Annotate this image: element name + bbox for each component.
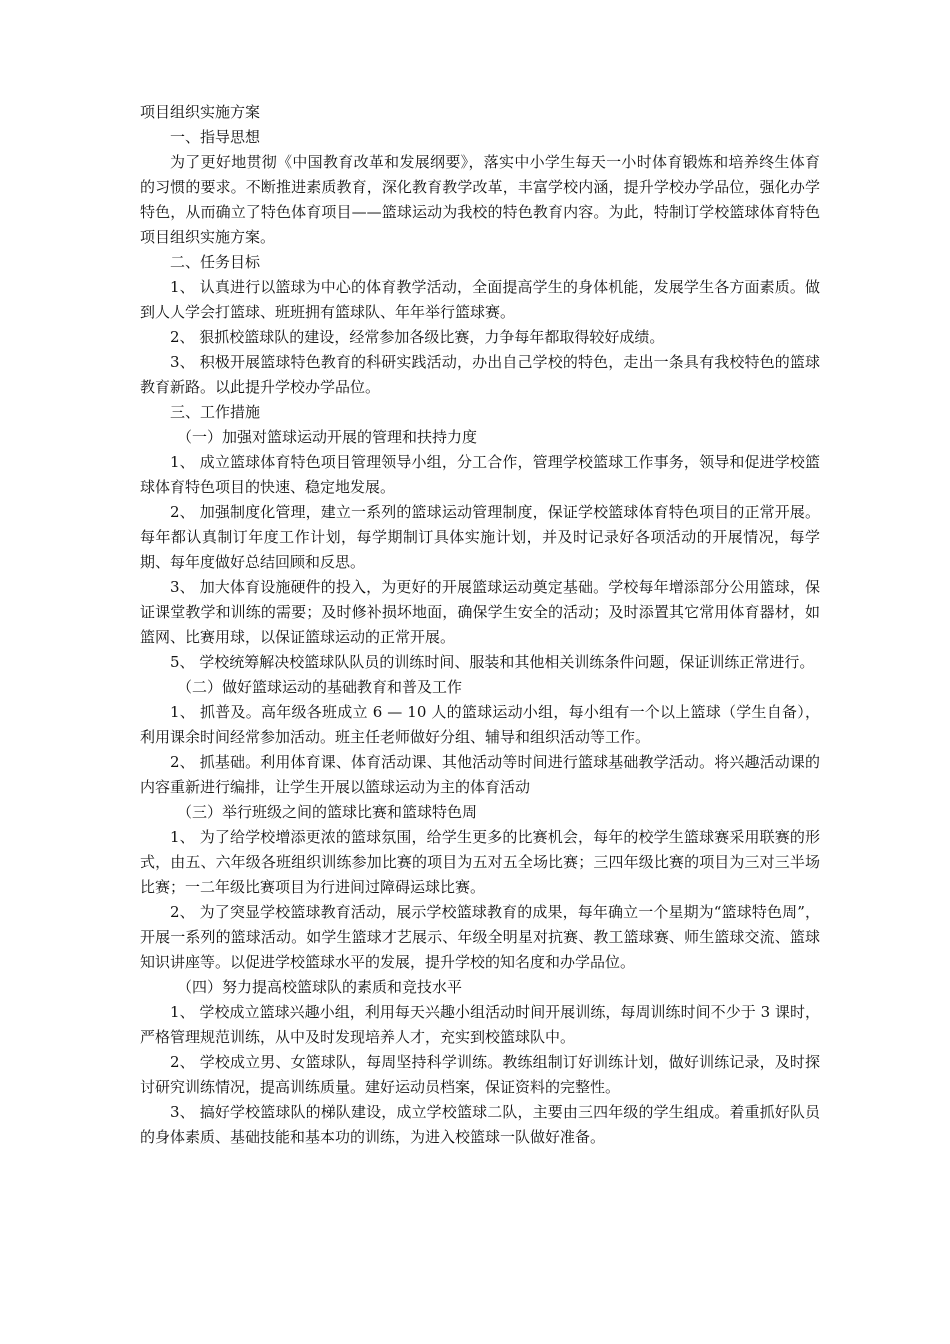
subsection-heading: （三）举行班级之间的篮球比赛和篮球特色周 [177,803,478,821]
subsection-heading: （二）做好篮球运动的基础教育和普及工作 [177,678,463,696]
paragraph: 1、 抓普及。高年级各班成立 6 — 10 人的篮球运动小组，每小组有一个以上篮球（学生自备），利用课余时间经常参加活动。班主任老师做好分组、辅导和组织活动等工作。 [140,703,820,746]
paragraph: 3、 搞好学校篮球队的梯队建设，成立学校篮球二队，主要由三四年级的学生组成。着重抓好队员的身体素质、基础技能和基本功的训练，为进入校篮球一队做好准备。 [140,1103,820,1146]
document-body [140,100,820,1150]
paragraph: 2、 学校成立男、女篮球队，每周坚持科学训练。教练组制订好训练计划，做好训练记录，及时探讨研究训练情况，提高训练质量。建好运动员档案，保证资料的完整性。 [140,1053,820,1096]
section-heading: 二、任务目标 [170,253,261,271]
paragraph: 2、 抓基础。利用体育课、体育活动课、其他活动等时间进行篮球基础教学活动。将兴趣活动课的内容重新进行编排，让学生开展以篮球运动为主的体育活动 [140,753,820,796]
paragraph: 为了更好地贯彻《中国教育改革和发展纲要》，落实中小学生每天一小时体育锻炼和培养终生体育的习惯的要求。不断推进素质教育，深化教育教学改革，丰富学校内涵，提升学校办学品位，强化办学特色，从而确立了特色体育项目——篮球运动为我校的特色教育内容。为此，特制订学校篮球体育特色项目组织实施方案。 [140,153,820,246]
section-heading: 三、工作措施 [170,403,261,421]
paragraph: 1、 学校成立篮球兴趣小组，利用每天兴趣小组活动时间开展训练，每周训练时间不少于 3 课时，严格管理规范训练，从中及时发现培养人才，充实到校篮球队中。 [140,1003,820,1046]
paragraph: 1、 为了给学校增添更浓的篮球氛围，给学生更多的比赛机会，每年的校学生篮球赛采用联赛的形式，由五、六年级各班组织训练参加比赛的项目为五对五全场比赛；三四年级比赛的项目为三对三半场比赛；一二年级比赛项目为行进间过障碍运球比赛。 [140,828,820,896]
subsection-heading: （一）加强对篮球运动开展的管理和扶持力度 [177,428,478,446]
paragraph: 1、 成立篮球体育特色项目管理领导小组，分工合作，管理学校篮球工作事务，领导和促进学校篮球体育特色项目的快速、稳定地发展。 [140,453,820,496]
paragraph: 3、 加大体育设施硬件的投入，为更好的开展篮球运动奠定基础。学校每年增添部分公用篮球，保证课堂教学和训练的需要；及时修补损坏地面，确保学生安全的活动；及时添置其它常用体育器材，如篮网、比赛用球，以保证篮球运动的正常开展。 [140,578,820,646]
paragraph: 3、 积极开展篮球特色教育的科研实践活动，办出自己学校的特色，走出一条具有我校特色的篮球教育新路。以此提升学校办学品位。 [140,353,820,396]
paragraph: 5、 学校统筹解决校篮球队队员的训练时间、服装和其他相关训练条件问题，保证训练正常进行。 [170,653,815,671]
document-title: 项目组织实施方案 [140,103,261,121]
subsection-heading: （四）努力提高校篮球队的素质和竞技水平 [177,978,463,996]
paragraph: 2、 狠抓校篮球队的建设，经常参加各级比赛，力争每年都取得较好成绩。 [170,328,665,346]
paragraph: 2、 加强制度化管理，建立一系列的篮球运动管理制度，保证学校篮球体育特色项目的正常开展。每年都认真制订年度工作计划，每学期制订具体实施计划，并及时记录好各项活动的开展情况，每学期、每年度做好总结回顾和反思。 [140,503,820,571]
paragraph: 2、 为了突显学校篮球教育活动，展示学校篮球教育的成果，每年确立一个星期为“篮球特色周”，开展一系列的篮球活动。如学生篮球才艺展示、年级全明星对抗赛、教工篮球赛、师生篮球交流、篮球知识讲座等。以促进学校篮球水平的发展，提升学校的知名度和办学品位。 [140,903,820,971]
paragraph: 1、 认真进行以篮球为中心的体育教学活动，全面提高学生的身体机能，发展学生各方面素质。做到人人学会打篮球、班班拥有篮球队、年年举行篮球赛。 [140,278,820,321]
section-heading: 一、指导思想 [170,128,261,146]
